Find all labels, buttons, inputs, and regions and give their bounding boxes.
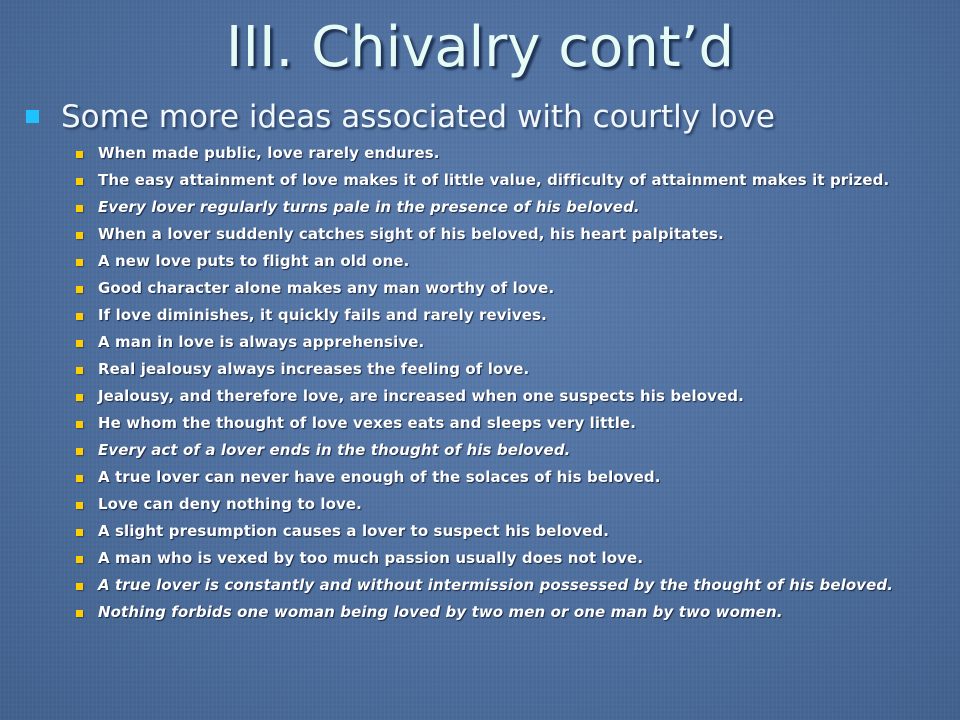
- square-bullet-icon: [26, 110, 39, 123]
- list-item: [76, 306, 906, 325]
- list-item: [76, 468, 906, 487]
- main-bullet-text: Some more ideas associated with courtly love: [61, 99, 775, 135]
- list-item-text: If love diminishes, it quickly fails and rarely revives.: [98, 306, 547, 324]
- list-item: [76, 603, 906, 622]
- list-item: [76, 144, 906, 163]
- list-item: [76, 414, 906, 433]
- list-item-text: A true lover is constantly and without intermission possessed by the thought of his beloved.: [98, 576, 894, 594]
- small-square-bullet-icon: [76, 529, 83, 536]
- small-square-bullet-icon: [76, 367, 83, 374]
- list-item-text: Jealousy, and therefore love, are increased when one suspects his beloved.: [98, 387, 744, 405]
- list-item: [76, 549, 906, 568]
- list-item: [76, 252, 906, 271]
- list-item-text: Every lover regularly turns pale in the presence of his beloved.: [98, 198, 640, 216]
- list-item: [76, 495, 906, 514]
- list-item-text: Nothing forbids one woman being loved by two men or one man by two women.: [98, 603, 783, 621]
- slide-title: III. Chivalry cont’d: [225, 15, 735, 80]
- small-square-bullet-icon: [76, 340, 83, 347]
- small-square-bullet-icon: [76, 232, 83, 239]
- list-item-text: A man who is vexed by too much passion usually does not love.: [98, 549, 644, 567]
- main-bullet: [26, 96, 926, 138]
- list-item-text: He whom the thought of love vexes eats and sleeps very little.: [98, 414, 637, 432]
- list-item-text: The easy attainment of love makes it of little value, difficulty of attainment makes it prized.: [98, 171, 890, 189]
- list-item: [76, 441, 906, 460]
- list-item-text: A true lover can never have enough of the solaces of his beloved.: [98, 468, 661, 486]
- small-square-bullet-icon: [76, 475, 83, 482]
- small-square-bullet-icon: [76, 610, 83, 617]
- small-square-bullet-icon: [76, 421, 83, 428]
- small-square-bullet-icon: [76, 286, 83, 293]
- list-item: [76, 171, 906, 190]
- small-square-bullet-icon: [76, 448, 83, 455]
- small-square-bullet-icon: [76, 583, 83, 590]
- small-square-bullet-icon: [76, 394, 83, 401]
- list-item-text: When made public, love rarely endures.: [98, 144, 440, 162]
- small-square-bullet-icon: [76, 178, 83, 185]
- small-square-bullet-icon: [76, 502, 83, 509]
- list-item: [76, 576, 906, 595]
- list-item: [76, 522, 906, 541]
- list-item: [76, 387, 906, 406]
- list-item-text: A man in love is always apprehensive.: [98, 333, 425, 351]
- list-item-text: Love can deny nothing to love.: [98, 495, 362, 513]
- list-item: [76, 198, 906, 217]
- list-item: [76, 360, 906, 379]
- small-square-bullet-icon: [76, 556, 83, 563]
- list-item: [76, 333, 906, 352]
- small-square-bullet-icon: [76, 313, 83, 320]
- small-square-bullet-icon: [76, 205, 83, 212]
- list-item-text: A new love puts to flight an old one.: [98, 252, 410, 270]
- sub-bullet-list: [76, 144, 906, 630]
- small-square-bullet-icon: [76, 151, 83, 158]
- small-square-bullet-icon: [76, 259, 83, 266]
- list-item-text: Every act of a lover ends in the thought of his beloved.: [98, 441, 571, 459]
- list-item-text: Good character alone makes any man worthy of love.: [98, 279, 555, 297]
- list-item-text: Real jealousy always increases the feeling of love.: [98, 360, 530, 378]
- list-item-text: When a lover suddenly catches sight of his beloved, his heart palpitates.: [98, 225, 724, 243]
- list-item: [76, 225, 906, 244]
- list-item: [76, 279, 906, 298]
- list-item-text: A slight presumption causes a lover to suspect his beloved.: [98, 522, 609, 540]
